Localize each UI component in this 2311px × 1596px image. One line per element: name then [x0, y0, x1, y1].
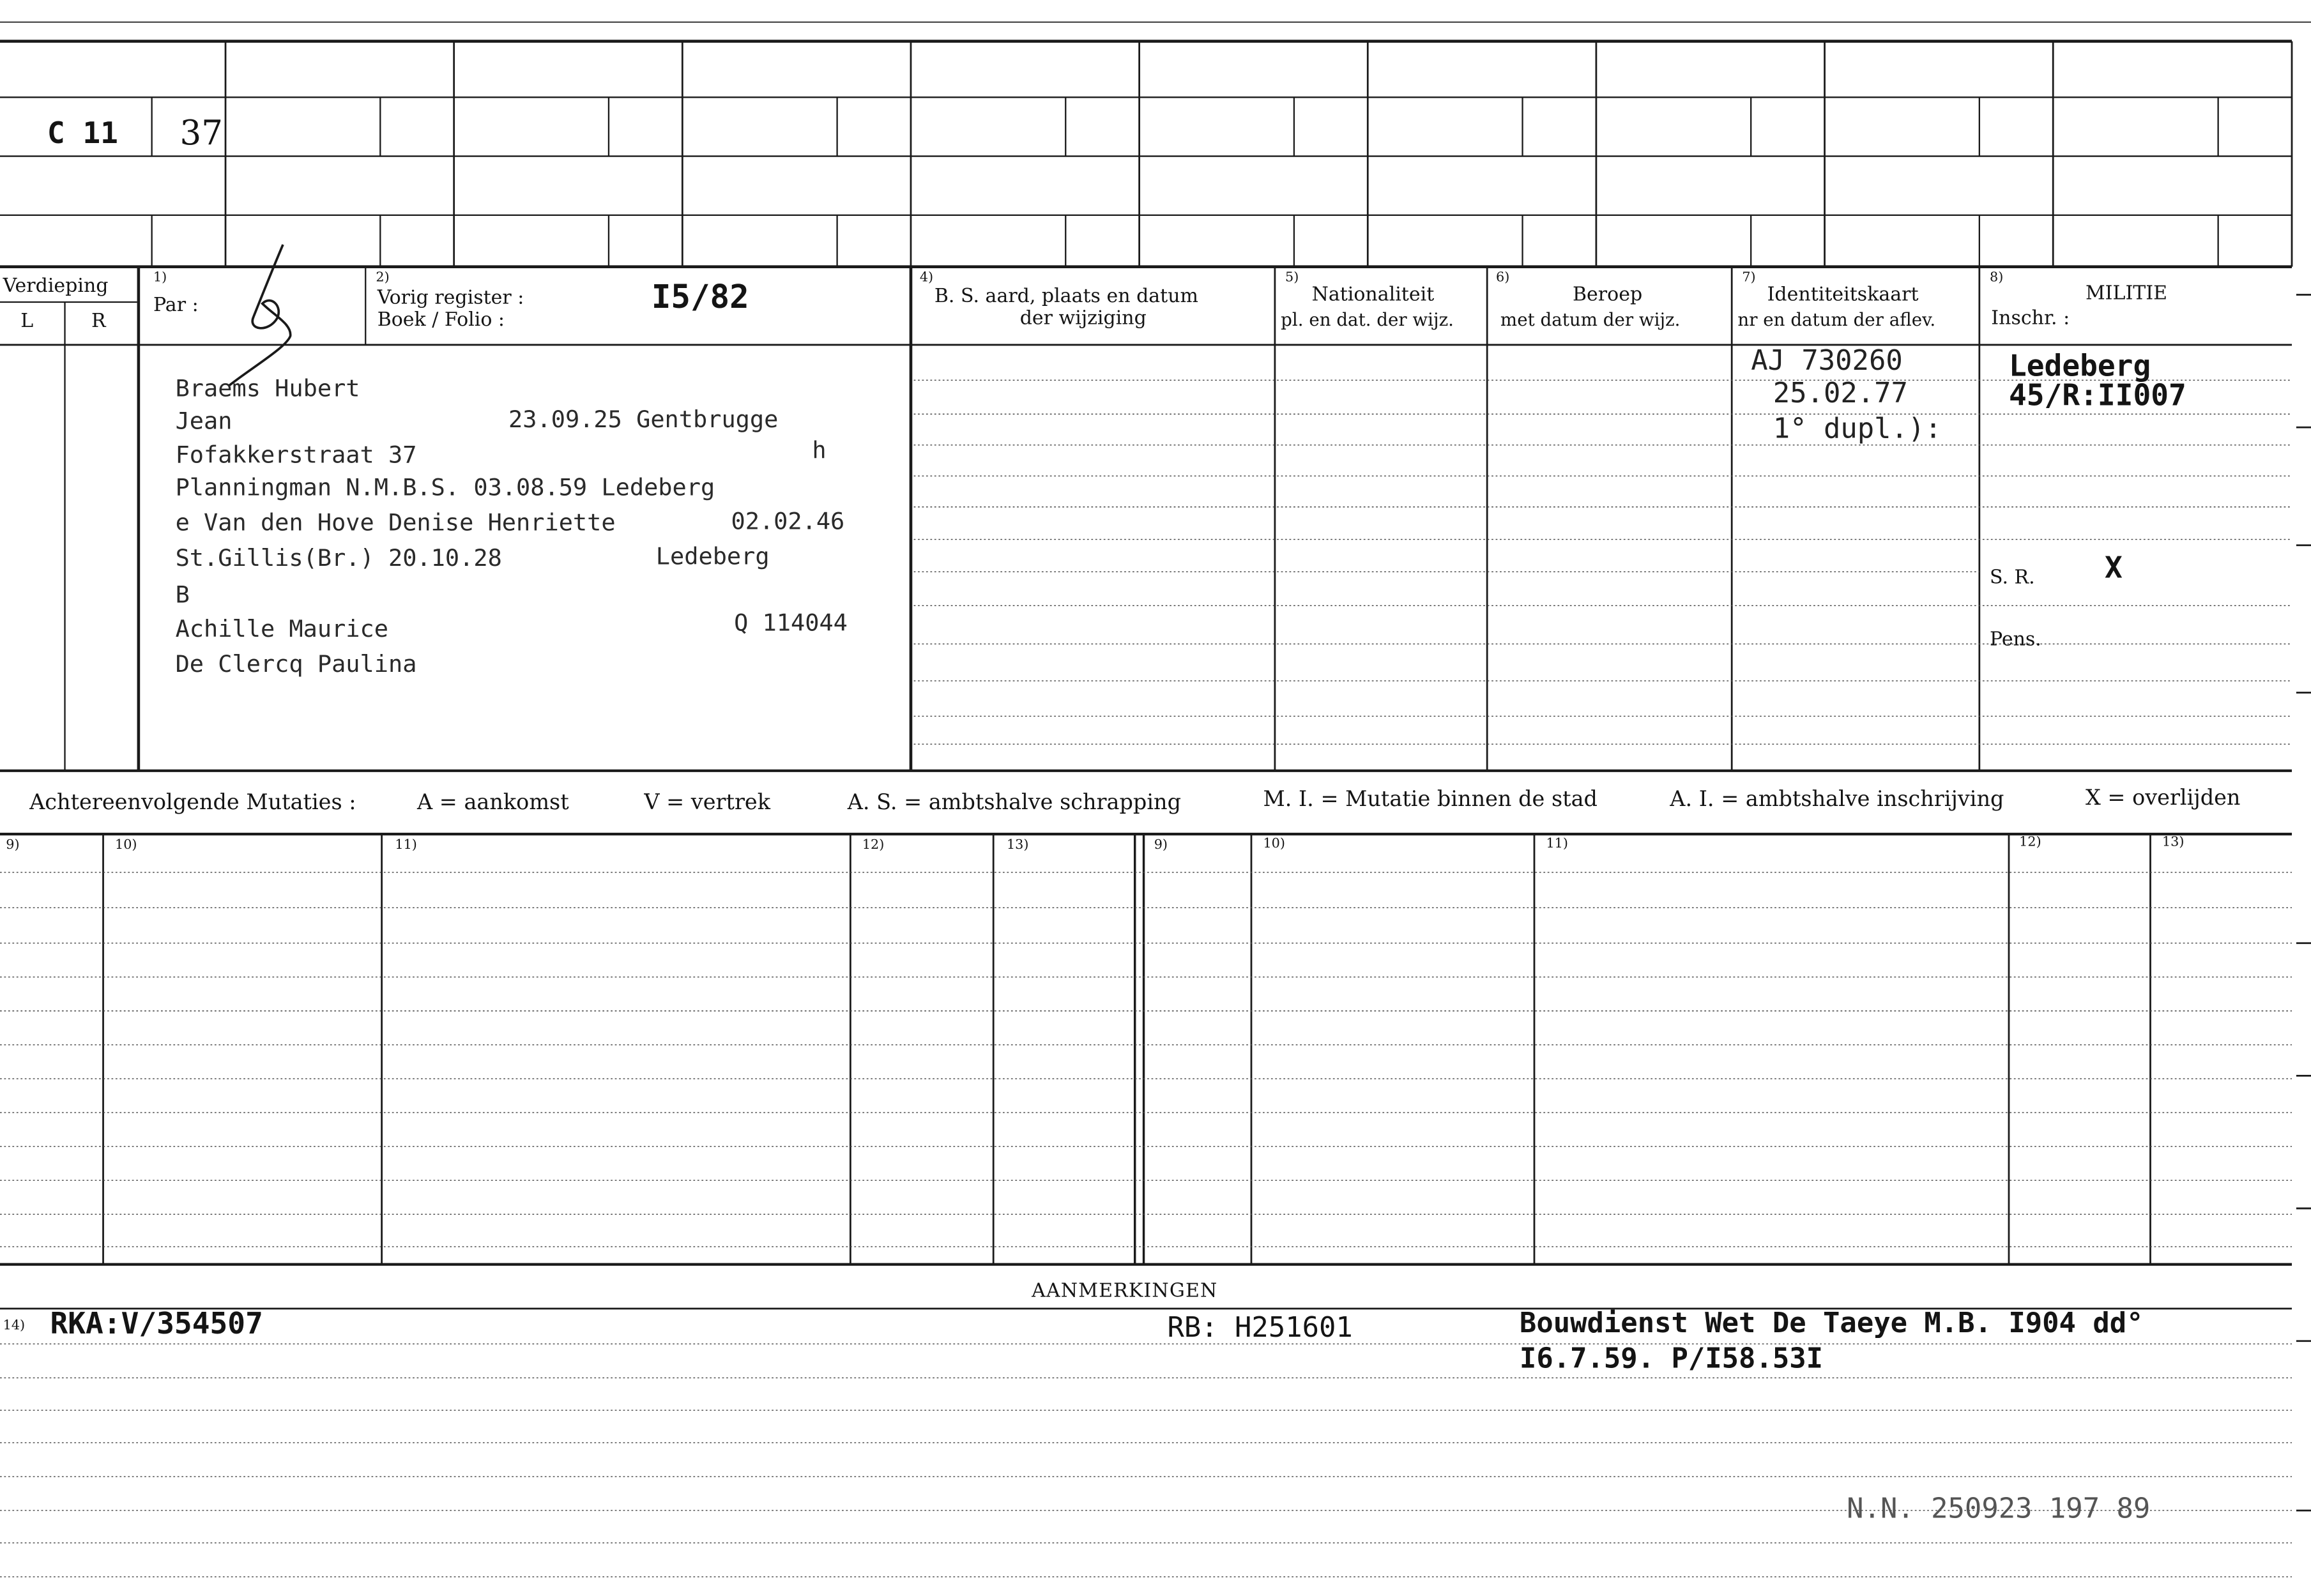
person-line-5: e Van den Hove Denise Henriette — [175, 508, 616, 536]
id-card-number: AJ 730260 — [1751, 344, 1903, 377]
col6-line1: Beroep — [1572, 284, 1643, 307]
verdieping-label: Verdieping — [3, 275, 109, 298]
col2-line1: Vorig register : — [377, 287, 524, 310]
col7-number: 7) — [1742, 271, 1756, 286]
legend-vertrek: V = vertrek — [644, 791, 771, 815]
spouse-birth-date: 02.02.46 — [731, 506, 845, 535]
mut-col-11a: 11) — [395, 838, 417, 853]
militie-number: 45/R:II007 — [2008, 377, 2186, 413]
mut-col-12a: 12) — [862, 838, 885, 853]
person-line-9: De Clercq Paulina — [175, 650, 417, 678]
remarks-number: 14) — [3, 1319, 26, 1334]
col7-line1: Identiteitskaart — [1767, 284, 1919, 307]
remark-note-line1: Bouwdienst Wet De Taeye M.B. I904 dd° — [1519, 1307, 2144, 1340]
spouse-birth-place: Ledeberg — [655, 542, 770, 570]
verdieping-l: L — [20, 310, 34, 333]
legend-schrapping: A. S. = ambtshalve schrapping — [847, 791, 1182, 815]
person-line-2: Jean — [175, 406, 233, 435]
mut-col-9a: 9) — [6, 838, 20, 853]
mut-col-10b: 10) — [1263, 837, 1285, 852]
remarks-title: AANMERKINGEN — [1032, 1281, 1218, 1303]
rka-number: RKA:V/354507 — [50, 1305, 263, 1341]
col6-line2: met datum der wijz. — [1500, 309, 1681, 330]
legend-mutatie-stad: M. I. = Mutatie binnen de stad — [1263, 788, 1598, 812]
sr-value: X — [2104, 549, 2123, 586]
col5-line1: Nationaliteit — [1311, 284, 1435, 307]
col8-line1: MILITIE — [2085, 283, 2168, 305]
pens-label: Pens. — [1989, 629, 2041, 651]
militie-place: Ledeberg — [2008, 347, 2151, 383]
mut-col-13b: 13) — [2162, 835, 2185, 851]
id-card-duplicate: 1° dupl.): — [1773, 413, 1942, 445]
col5-number: 5) — [1285, 271, 1299, 286]
col4-line2: der wijziging — [1019, 308, 1147, 330]
mut-col-13a: 13) — [1006, 838, 1029, 853]
person-line-6: St.Gillis(Br.) 20.10.28 — [175, 543, 502, 572]
mut-col-9b: 9) — [1154, 838, 1168, 853]
col8-line2: Inschr. : — [1991, 308, 2070, 330]
col2-number: 2) — [376, 271, 390, 286]
legend-overlijden: X = overlijden — [2085, 787, 2241, 811]
mutations-title: Achtereenvolgende Mutaties : — [29, 791, 356, 815]
col1-par-label: Par : — [153, 294, 199, 317]
person-line-3: Fofakkerstraat 37 — [175, 440, 417, 469]
col1-number: 1) — [153, 271, 167, 286]
birth-date-place: 23.09.25 Gentbrugge — [508, 405, 779, 434]
card-code-b: 37 — [179, 114, 224, 153]
col2-line2: Boek / Folio : — [377, 309, 505, 332]
col8-number: 8) — [1989, 271, 2004, 286]
verdieping-r: R — [91, 310, 106, 333]
h-mark: h — [812, 436, 827, 464]
person-line-7: B — [175, 581, 190, 609]
card-code-a: C 11 — [47, 114, 118, 151]
mut-col-11b: 11) — [1546, 837, 1569, 852]
footer-code: N.N. 250923 197 89 — [1847, 1493, 2151, 1526]
vorig-register-value: I5/82 — [651, 280, 749, 317]
mut-col-12b: 12) — [2019, 835, 2041, 851]
col4-line1: B. S. aard, plaats en datum — [934, 285, 1198, 308]
reference-number: Q 114044 — [734, 608, 848, 637]
sr-label: S. R. — [1989, 567, 2035, 589]
person-line-1: Braems Hubert — [175, 374, 360, 402]
rb-number: RB: H251601 — [1167, 1311, 1353, 1344]
col7-line2: nr en datum der aflev. — [1737, 309, 1936, 330]
id-card-date: 25.02.77 — [1773, 377, 1908, 410]
remark-note-line2: I6.7.59. P/I58.53I — [1519, 1342, 1824, 1375]
col4-number: 4) — [919, 271, 934, 286]
legend-inschrijving: A. I. = ambtshalve inschrijving — [1670, 788, 2004, 812]
mut-col-10a: 10) — [114, 838, 137, 853]
col5-line2: pl. en dat. der wijz. — [1281, 309, 1454, 330]
person-line-4: Planningman N.M.B.S. 03.08.59 Ledeberg — [175, 473, 715, 501]
col6-number: 6) — [1496, 271, 1510, 286]
person-line-8: Achille Maurice — [175, 614, 388, 643]
legend-aankomst: A = aankomst — [416, 791, 569, 815]
